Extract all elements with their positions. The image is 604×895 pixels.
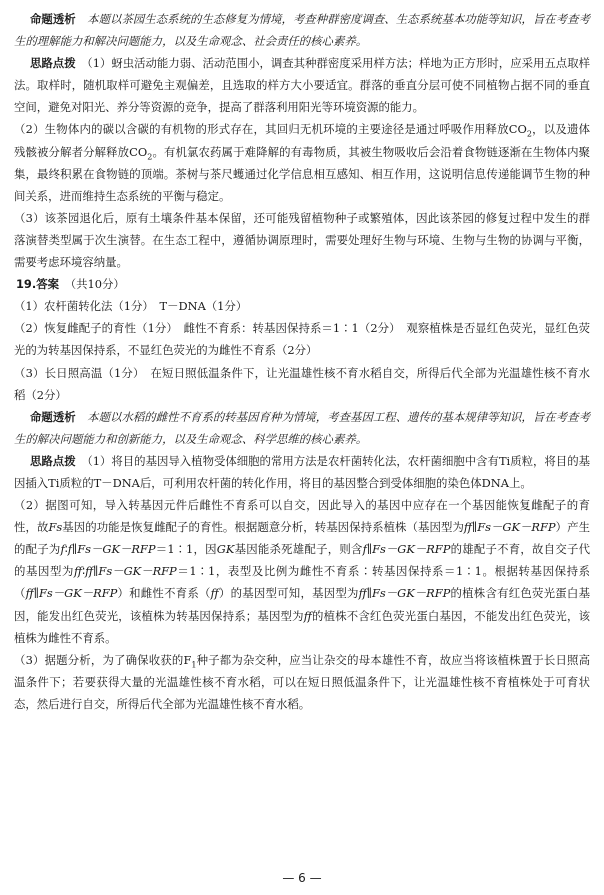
q19-answer-heading [16,273,590,295]
s19-p2-text: ∶ [64,542,68,557]
s19-p2-text: ）的基因型可知，基因型为 [218,586,359,601]
s19-silu-p1 [14,450,590,494]
s19-p2-text: ＝1∶1，因 [155,542,217,557]
genotype-label: ff [303,608,312,623]
s19-p2-text: ）产生的配子为 [14,520,590,557]
s18-silu-label: 思路点拨 [30,56,76,71]
s19-silu-p2 [14,494,590,649]
s19-silu-p3 [14,649,590,715]
page-number: — 6 — [282,870,322,885]
s19-p2-text: 基因的功能是恢复雌配子的育性。根据题意分析，转基因保持系植株（基因型为 [62,520,464,535]
s18-p2-text-b: ，以及遗体残骸被分解者分解释放CO [14,122,590,159]
q19-answer-label: 答案 [36,277,59,292]
s18-mingti-text: 本题以茶园生态系统的生态修复为情境，考查种群密度调查、生态系统基本功能等知识，旨在考查考生的理解能力和解决问题能力，以及生命观念、社会责任的核心素养。 [14,12,590,49]
s19-mingti-label: 命题透析 [30,409,76,424]
s19-p2-text: 的植株不含红色荧光蛋白基因，不能发出红色荧光，该植株为雌性不育系。 [14,608,590,645]
genotype-label: f∥Fs－GK－RFP [67,542,156,557]
s19-p2-text: ＝1∶1，表型及比例为雌性不育系∶转基因保持系＝1∶1。根据转基因保持系（ [14,564,590,601]
s19-p1-text: （1）将目的基因导入植物受体细胞的常用方法是农杆菌转化法，农杆菌细胞中含有Ti质粒，将目的基因插入Ti质粒的T－DNA后，可利用农杆菌的转化作用，将目的基因整合到受体细胞的染色体DNA上。 [14,453,590,490]
genotype-label: ff [74,564,83,579]
q19-answer-total: （共10分） [70,277,125,292]
s18-p2-text-a: （2）生物体内的碳以含碳的有机物的形式存在，其回归无机环境的主要途径是通过呼吸作用释放CO [14,122,527,137]
s19-mingti-text: 本题以水稻的雌性不育系的转基因育种为情境，考查基因工程、遗传的基本规律等知识，旨在考查考生的解决问题能力和创新能力，以及生命观念、科学思维的核心素养。 [14,409,590,446]
s19-p3-text-b: 种子都为杂交种，应当让杂交的母本雄性不育，故应当将该植株置于长日照高温条件下；若要获得大量的光温雄性核不育水稻，可以在短日照低温条件下，让光温雄性核不育植株处于可育状态，然后进行自交，所得后代全部为光温雄性核不育水稻。 [14,652,590,711]
s18-mingti [14,8,590,52]
q19-answer-3: （3）长日照高温（1分） 在短日照低温条件下，让光温雄性核不育水稻自交，所得后代全部为光温雄性核不育水稻（2分） [14,365,590,402]
s19-p2-text: ∶ [82,564,86,579]
genotype-label: ff∥Fs－GK－RFP [85,564,177,579]
s19-silu-label: 思路点拨 [30,453,76,468]
genotype-label: ff∥Fs－GK－RFP [358,586,451,601]
s19-p2-text: 的植株含有红色荧光蛋白基因，能发出红色荧光，该植株为转基因保持系；基因型为 [14,586,590,623]
s18-silu-p1 [14,52,590,118]
s19-mingti [14,406,590,450]
q19-answer-2: （2）恢复雌配子的育性（1分） 雌性不育系：转基因保持系＝1∶1（2分） 观察植株是否显红色荧光，显红色荧光的为转基因保持系，不显红色荧光的为雌性不育系（2分） [14,321,590,358]
genotype-label: f [60,542,65,557]
s19-p2-text: 的雄配子不育，故自交子代的基因型为 [14,542,590,579]
co2-subscript: 2 [526,129,532,139]
gene-label: GK [216,542,235,557]
genotype-label: ff [210,586,219,601]
gene-label: Fs [48,520,63,535]
s19-p2-text: ）和雌性不育系（ [117,586,211,601]
co2-subscript: 2 [147,151,153,161]
s18-p2-text-c: 。有机氯农药属于难降解的有毒物质，其被生物吸收后会沿着食物链逐渐在生物体内聚集，最终积累在食物链的顶端。茶树与茶尺蠖通过化学信息相互感知、相互作用，这说明信息传递能调节生物的种间关系，进而维持生态系统的平衡与稳定。 [14,144,590,203]
s18-silu-p3: （3）该茶园退化后，原有土壤条件基本保留，还可能残留植物种子或繁殖体，因此该茶园的修复过程中发生的群落演替类型属于次生演替。在生态工程中，遵循协调原理时，需要处理好生物与环境、生物与生物的协调与平衡，需要考虑环境容纳量。 [14,210,590,270]
genotype-label: ff∥Fs－GK－RFP [463,520,556,535]
f1-subscript: 1 [191,660,197,669]
s18-p1-text: （1）蚜虫活动能力弱、活动范围小，调查其种群密度采用样方法；样地为正方形时，应采用五点取样法。取样时，随机取样可避免主观偏差，且选取的样方大小要适宜。群落的垂直分层可使不同植物占据不同的垂直空间，避免对阳光、养分等资源的竞争，提高了群落利用阳光等环境资源的能力。 [14,56,590,115]
s18-silu-p2 [14,118,590,206]
q19-answer-1: （1）农杆菌转化法（1分） T－DNA（1分） [14,299,248,314]
s18-mingti-label: 命题透析 [30,12,76,26]
genotype-label: ff∥Fs－GK－RFP [25,586,118,601]
s19-p3-text-a: （3）据题分析，为了确保收获的F [14,652,192,667]
s19-p2-text: 基因能杀死雄配子，则含 [234,542,363,557]
genotype-label: f∥Fs－GK－RFP [362,542,451,557]
q19-number: 19. [16,277,37,292]
s19-p2-text: （2）据图可知，导入转基因元件后雌性不育系可以自交，因此导入的基因中应存在一个基因能恢复雌配子的育性，故 [14,498,590,535]
